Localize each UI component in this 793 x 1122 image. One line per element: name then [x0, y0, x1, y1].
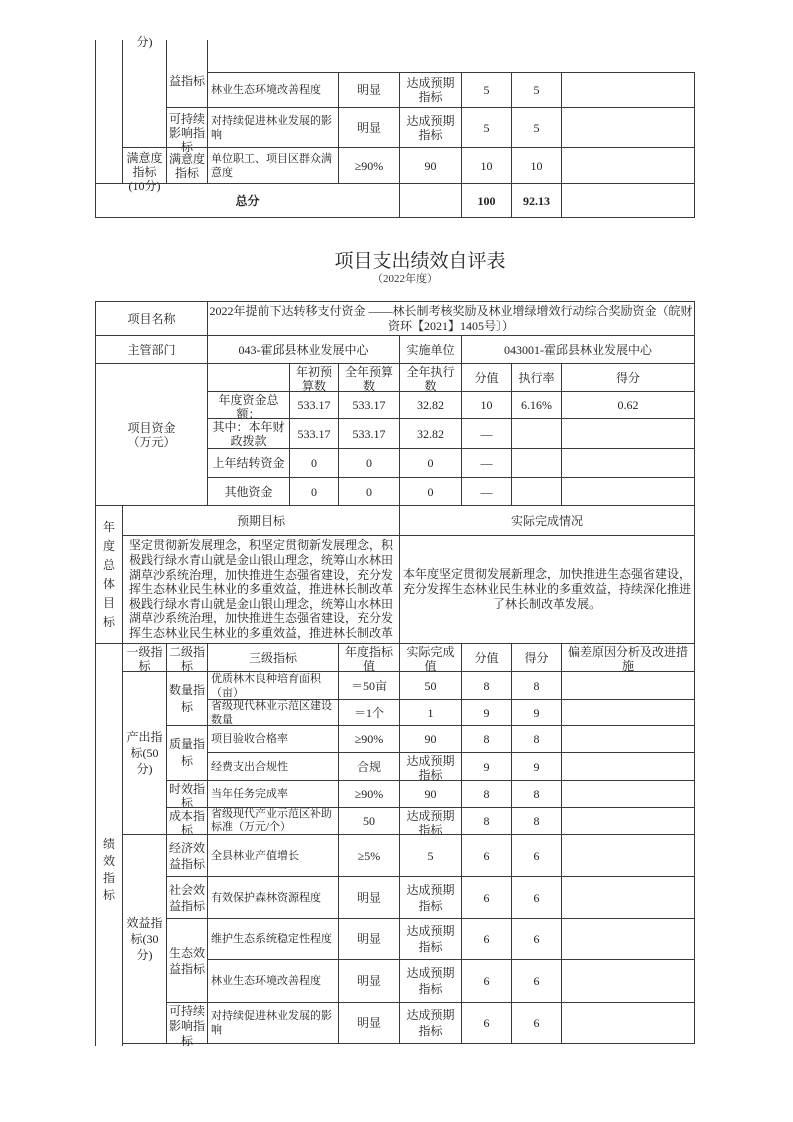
- fund-row-weight: 10: [461, 391, 512, 419]
- fund-row-annual: 533.17: [338, 391, 400, 419]
- goals-expected-text: 坚定贯彻新发展理念，积坚定贯彻新发展理念，积极践行绿水青山就是金山银山理念，统筹山水林田湖草沙系统治理，加快推进生态强省建设，充分发挥生态林业民生林业的多重效益，推进林长制改革极践行绿水青山就是金山银山理念，统筹山水林田湖草沙系统治理，加快推进生态强省建设，充分发挥生态林业民生林业的多重效益，推进林长制改革: [122, 535, 400, 644]
- ind-note: [561, 959, 695, 1003]
- ind-score: 8: [511, 725, 562, 753]
- fund-row-score: 0.62: [561, 391, 695, 419]
- cont-level2-satisfaction: 满意度指标: [166, 147, 208, 184]
- ind-note: [561, 1002, 695, 1044]
- form-title: 项目支出绩效自评表: [334, 251, 506, 272]
- ind-score: 6: [511, 876, 562, 919]
- ind-target: ＝50亩: [338, 671, 400, 700]
- ind-note: [561, 876, 695, 919]
- ind-weight: 8: [461, 780, 512, 808]
- fund-row-rate: [511, 418, 562, 449]
- ind-weight: 6: [461, 876, 512, 919]
- ind-level2-economic: 经济效益指标: [166, 834, 208, 877]
- cont-level2-ecological: 益指标: [166, 40, 208, 108]
- ind-note: [561, 671, 695, 700]
- ind-header-actual: 实际完成值: [399, 643, 462, 672]
- ind-actual: 达成预期指标: [399, 1002, 462, 1044]
- fund-row-name: 其他资金: [207, 477, 290, 506]
- ind-score: 8: [511, 671, 562, 700]
- fund-row-weight: —: [461, 418, 512, 449]
- fund-row-score: [561, 477, 695, 506]
- fund-row-initial: 533.17: [289, 418, 339, 449]
- ind-target: 合规: [338, 752, 400, 781]
- cont-note: [561, 72, 695, 108]
- fund-row-name: 其中：本年财政拨款: [207, 418, 290, 449]
- ind-level3: 维护生态系统稳定性程度: [207, 918, 339, 960]
- cont-level2-sustain: 可持续影响指标: [166, 107, 208, 148]
- ind-level2-sustainable: 可持续影响指标: [166, 1002, 208, 1044]
- form-year: （2022年度）: [372, 273, 438, 285]
- goals-actual-header: 实际完成情况: [399, 505, 695, 536]
- ind-weight: 6: [461, 959, 512, 1003]
- cont-actual: 达成预期指标: [399, 72, 462, 108]
- ind-score: 6: [511, 1002, 562, 1044]
- cont-target: 明显: [338, 72, 400, 108]
- fund-row-annual: 533.17: [338, 418, 400, 449]
- cont-target: 明显: [338, 107, 400, 148]
- ind-actual: 达成预期指标: [399, 918, 462, 960]
- fund-row-executed: 0: [399, 448, 462, 478]
- ind-level3: 林业生态环境改善程度: [207, 959, 339, 1003]
- cont-perf-label-cell: [95, 40, 123, 184]
- project-name: 2022年提前下达转移支付资金 ——林长制考核奖励及林业增绿增效行动综合奖励资金（皖财资环【2021】1405号〕）: [207, 301, 695, 336]
- ind-score: 6: [511, 834, 562, 877]
- ind-level1-output: 产出指标(50分): [122, 671, 167, 835]
- ind-actual: 50: [399, 671, 462, 700]
- total-score: 92.13: [511, 183, 562, 218]
- ind-score: 8: [511, 807, 562, 835]
- fund-row-name: 年度资金总额：: [207, 391, 290, 419]
- ind-target: ＝1个: [338, 699, 400, 726]
- fund-row-initial: 0: [289, 448, 339, 478]
- funds-header-blank: [207, 363, 290, 392]
- cont-weight: 5: [461, 72, 512, 108]
- ind-score: 9: [511, 699, 562, 726]
- ind-actual: 5: [399, 834, 462, 877]
- ind-weight: 9: [461, 699, 512, 726]
- ind-actual: 1: [399, 699, 462, 726]
- fund-row-weight: —: [461, 477, 512, 506]
- fund-row-rate: [511, 448, 562, 478]
- ind-weight: 8: [461, 725, 512, 753]
- funds-label: 项目资金（万元）: [95, 363, 208, 506]
- ind-actual: 达成预期指标: [399, 876, 462, 919]
- unit-label: 实施单位: [399, 335, 462, 364]
- fund-row-score: [561, 418, 695, 449]
- indicators-label: 绩效指标: [95, 643, 123, 1046]
- cont-note: [561, 147, 695, 184]
- ind-level3: 全县林业产值增长: [207, 834, 339, 877]
- cont-note: [561, 107, 695, 148]
- ind-header-note: 偏差原因分析及改进措施: [561, 643, 695, 672]
- ind-level2-timeliness: 时效指标: [166, 780, 208, 808]
- fund-row-score: [561, 448, 695, 478]
- ind-note: [561, 780, 695, 808]
- funds-header-weight: 分值: [461, 363, 512, 392]
- cont-score: 5: [511, 107, 562, 148]
- ind-header-target: 年度指标值: [338, 643, 400, 672]
- ind-header-weight: 分值: [461, 643, 512, 672]
- funds-header-score: 得分: [561, 363, 695, 392]
- goals-expected-header: 预期目标: [122, 505, 400, 536]
- ind-target: 明显: [338, 918, 400, 960]
- fund-row-executed: 32.82: [399, 391, 462, 419]
- ind-level2-social: 社会效益指标: [166, 876, 208, 919]
- cont-level3: 对持续促进林业发展的影响: [207, 107, 339, 148]
- ind-score: 9: [511, 752, 562, 781]
- ind-level3: 有效保护森林资源程度: [207, 876, 339, 919]
- cont-actual: 90: [399, 147, 462, 184]
- ind-weight: 9: [461, 752, 512, 781]
- cont-score: 10: [511, 147, 562, 184]
- ind-header-level3: 三级指标: [207, 643, 339, 672]
- funds-header-rate: 执行率: [511, 363, 562, 392]
- cont-level1-partial: 分): [136, 35, 153, 49]
- ind-note: [561, 807, 695, 835]
- ind-level3: 当年任务完成率: [207, 780, 339, 808]
- goals-actual-text: 本年度坚定贯彻发展新理念，加快推进生态强省建设，充分发挥生态林业民生林业的多重效益，持续深化推进了林长制改革发展。: [399, 535, 695, 644]
- ind-actual: 达成预期指标: [399, 959, 462, 1003]
- ind-score: 6: [511, 959, 562, 1003]
- ind-level3: 项目验收合格率: [207, 725, 339, 753]
- cont-level1-satisfaction: 满意度指标(10分): [122, 147, 167, 184]
- fund-row-rate: [511, 477, 562, 506]
- cont-weight: 5: [461, 107, 512, 148]
- ind-score: 8: [511, 780, 562, 808]
- ind-note: [561, 918, 695, 960]
- ind-actual: 90: [399, 780, 462, 808]
- unit-value: 043001-霍邱县林业发展中心: [461, 335, 695, 364]
- ind-target: 明显: [338, 959, 400, 1003]
- ind-header-score: 得分: [511, 643, 562, 672]
- ind-header-level1: 一级指标: [122, 643, 167, 672]
- ind-level2-quality: 质量指标: [166, 725, 208, 781]
- fund-row-weight: —: [461, 448, 512, 478]
- funds-header-executed: 全年执行数: [399, 363, 462, 392]
- dept-value: 043-霍邱县林业发展中心: [207, 335, 400, 364]
- ind-actual: 90: [399, 725, 462, 753]
- funds-header-initial: 年初预算数: [289, 363, 339, 392]
- ind-note: [561, 752, 695, 781]
- dept-label: 主管部门: [95, 335, 208, 364]
- fund-row-rate: 6.16%: [511, 391, 562, 419]
- ind-note: [561, 725, 695, 753]
- ind-level3: 省级现代林业示范区建设数量: [207, 699, 339, 726]
- ind-level3: 省级现代产业示范区补助标准（万元/个）: [207, 807, 339, 835]
- cont-actual: 达成预期指标: [399, 107, 462, 148]
- fund-row-initial: 0: [289, 477, 339, 506]
- ind-note: [561, 834, 695, 877]
- ind-header-level2: 二级指标: [166, 643, 208, 672]
- ind-target: 50: [338, 807, 400, 835]
- ind-weight: 6: [461, 834, 512, 877]
- ind-target: ≥5%: [338, 834, 400, 877]
- goals-label: 年度总体目标: [95, 505, 123, 644]
- ind-level3: 对持续促进林业发展的影响: [207, 1002, 339, 1044]
- ind-level1-benefit: 效益指标(30分): [122, 834, 167, 1044]
- cont-level3: 单位职工、项目区群众满意度: [207, 147, 339, 184]
- cont-target: ≥90%: [338, 147, 400, 184]
- total-note: [561, 183, 695, 218]
- ind-weight: 6: [461, 918, 512, 960]
- fund-row-annual: 0: [338, 448, 400, 478]
- ind-level2-cost: 成本指标: [166, 807, 208, 835]
- funds-header-annual: 全年预算数: [338, 363, 400, 392]
- ind-target: 明显: [338, 1002, 400, 1044]
- cont-level1-benefit-cell: [122, 35, 167, 148]
- ind-target: ≥90%: [338, 780, 400, 808]
- ind-target: ≥90%: [338, 725, 400, 753]
- fund-row-name: 上年结转资金: [207, 448, 290, 478]
- ind-weight: 8: [461, 671, 512, 700]
- fund-row-initial: 533.17: [289, 391, 339, 419]
- ind-weight: 6: [461, 1002, 512, 1044]
- ind-note: [561, 699, 695, 726]
- ind-level2-quantity: 数量指标: [166, 671, 208, 726]
- cont-level3: 林业生态环境改善程度: [207, 72, 339, 108]
- fund-row-executed: 32.82: [399, 418, 462, 449]
- fund-row-annual: 0: [338, 477, 400, 506]
- cont-score: 5: [511, 72, 562, 108]
- ind-level3: 经费支出合规性: [207, 752, 339, 781]
- total-label: 总分: [95, 183, 400, 218]
- ind-level2-ecological: 生态效益指标: [166, 918, 208, 1003]
- ind-actual: 达成预期指标: [399, 752, 462, 781]
- ind-actual: 达成预期指标: [399, 807, 462, 835]
- ind-weight: 8: [461, 807, 512, 835]
- ind-target: 明显: [338, 876, 400, 919]
- ind-level3: 优质林木良种培育面积（亩）: [207, 671, 339, 700]
- project-name-label: 项目名称: [95, 301, 208, 336]
- fund-row-executed: 0: [399, 477, 462, 506]
- cont-weight: 10: [461, 147, 512, 184]
- total-weight: 100: [461, 183, 512, 218]
- total-blank: [399, 183, 462, 218]
- ind-score: 6: [511, 918, 562, 960]
